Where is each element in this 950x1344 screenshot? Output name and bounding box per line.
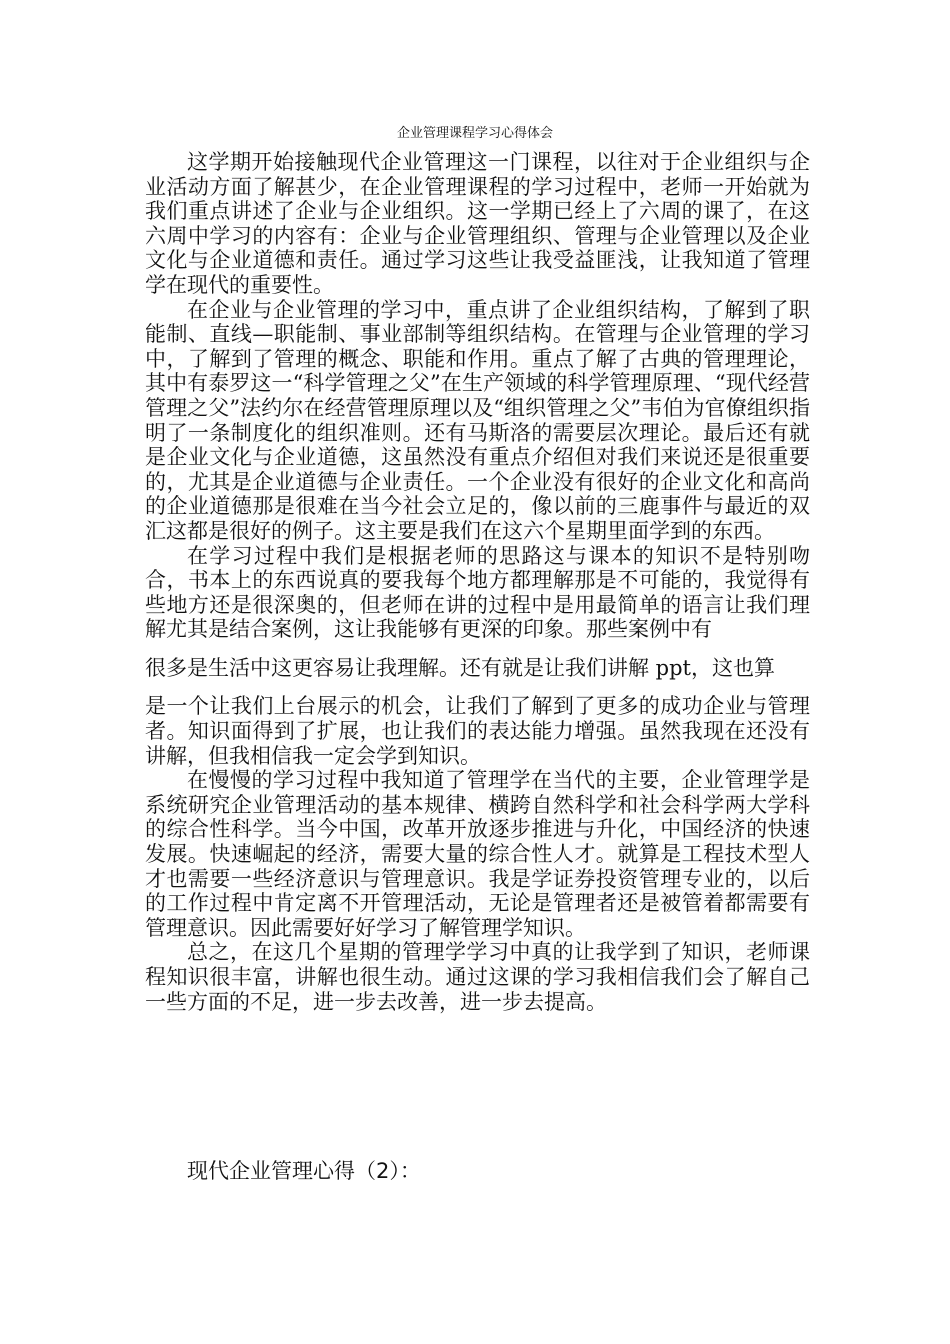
paragraph-importance: 在慢慢的学习过程中我知道了管理学在当代的主要，企业管理学是系统研究企业管理活动的基本规律、横跨自然科学和社会科学两大学科的综合性科学。当今中国，改革开放逐步推进与升化，中国经济的快速发展。快速崛起的经济，需要大量的综合性人才。就算是工程技术型人才也需要一些经济意识与管理意识。我是学证券投资管理专业的，以后的工作过程中肯定离不开管理活动，无论是管理者还是被管着都需要有管理意识。因此需要好好学习了解管理学知识。 [145,768,810,940]
paragraph-conclusion: 总之，在这几个星期的管理学学习中真的让我学到了知识，老师课程知识很丰富，讲解也很生动。通过这课的学习我相信我们会了解自己一些方面的不足，进一步去改善，进一步去提高。 [145,940,810,1014]
section-heading: 现代企业管理心得（2）： [187,1159,421,1183]
document-body [145,150,810,1014]
paragraph-learning-continued: 很多是生活中这更容易让我理解。还有就是让我们讲解 ppt，这也算 [145,655,775,680]
paragraph-organization: 在企业与企业管理的学习中，重点讲了企业组织结构，了解到了职能制、直线—职能制、事业部制等组织结构。在管理与企业管理的学习中，了解到了管理的概念、职能和作用。重点了解了古典的管理理论，其中有泰罗这一“科学管理之父”在生产领域的科学管理原理、“现代经营管理之父”法约尔在经营管理原理以及“组织管理之父”韦伯为官僚组织指明了一条制度化的组织准则。还有马斯洛的需要层次理论。最后还有就是企业文化与企业道德，这虽然没有重点介绍但对我们来说还是很重要的，尤其是企业道德与企业责任。一个企业没有很好的企业文化和高尚的企业道德那是很难在当今社会立足的，像以前的三鹿事件与最近的双汇这都是很好的例子。这主要是我们在这六个星期里面学到的东西。 [145,297,810,543]
paragraph-intro: 这学期开始接触现代企业管理这一门课程，以往对于企业组织与企业活动方面了解甚少，在企业管理课程的学习过程中，老师一开始就为我们重点讲述了企业与企业组织。这一学期已经上了六周的课了，在这六周中学习的内容有：企业与企业管理组织、管理与企业管理以及企业文化与企业道德和责任。通过学习这些让我受益匪浅，让我知道了管理学在现代的重要性。 [145,150,810,297]
paragraph-learning-process: 在学习过程中我们是根据老师的思路这与课本的知识不是特别吻合，书本上的东西说真的要我每个地方都理解那是不可能的，我觉得有些地方还是很深奥的，但老师在讲的过程中是用最简单的语言让我们理解尤其是结合案例，这让我能够有更深的印象。那些案例中有 [145,543,810,642]
paragraph-presentation: 是一个让我们上台展示的机会，让我们了解到了更多的成功企业与管理者。知识面得到了扩展，也让我们的表达能力增强。虽然我现在还没有讲解，但我相信我一定会学到知识。 [145,694,810,768]
document-title: 企业管理课程学习心得体会 [396,126,553,141]
